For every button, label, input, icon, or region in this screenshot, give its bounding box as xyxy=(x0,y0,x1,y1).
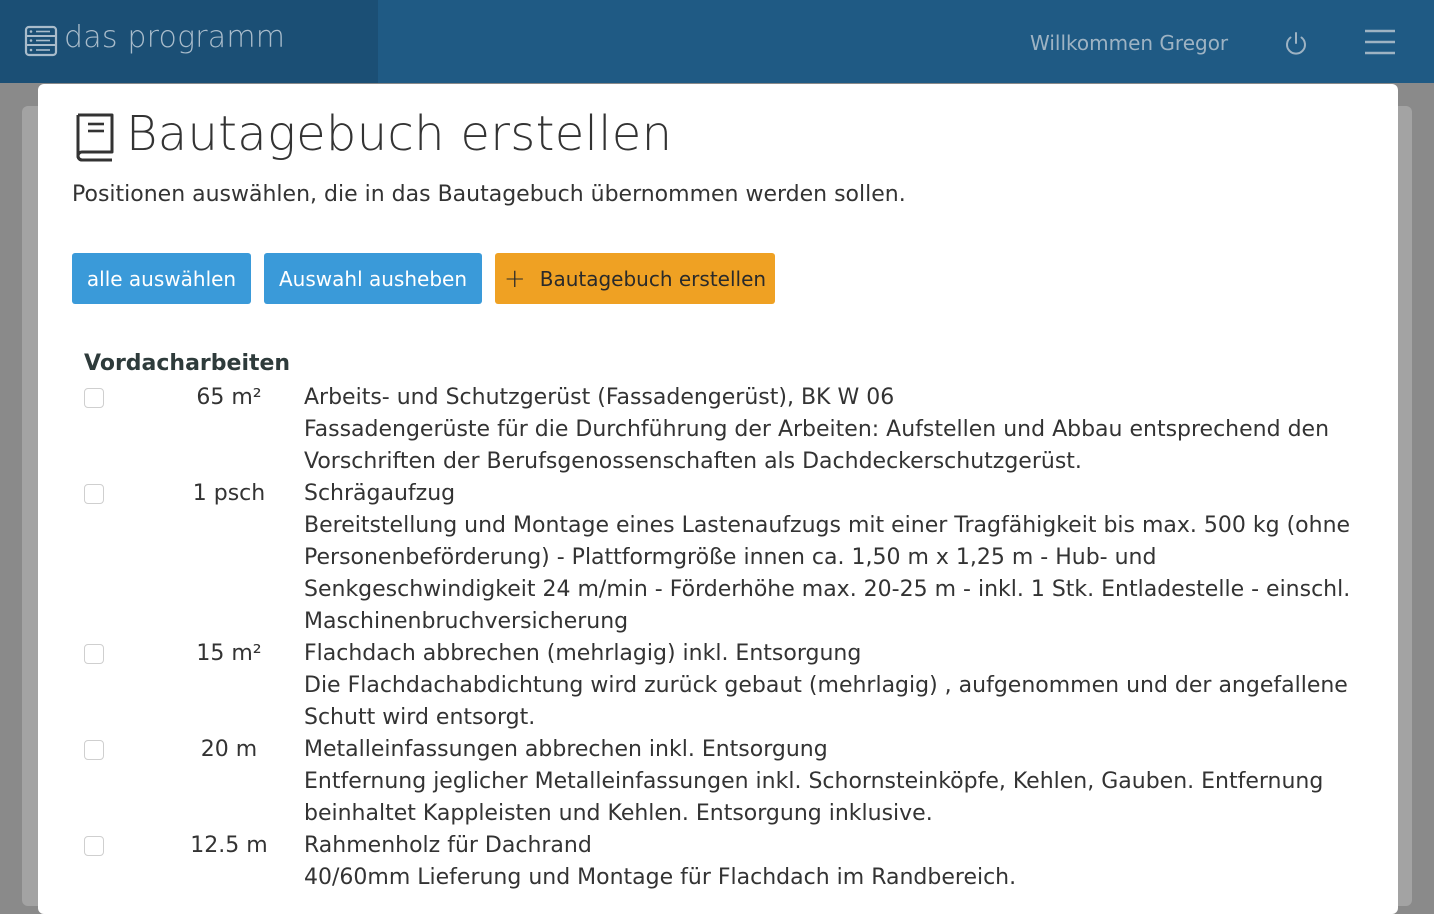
item-title: Metalleinfassungen abbrechen inkl. Entsorgung xyxy=(304,737,828,762)
item-checkbox[interactable] xyxy=(84,388,104,408)
item-quantity: 20 m xyxy=(200,737,258,762)
create-diary-button[interactable] xyxy=(495,253,775,304)
item-checkbox[interactable] xyxy=(84,644,104,664)
item-text: Die Flachdachabdichtung wird zurück gebaut (mehrlagig) , aufgenommen und der angefallene Schutt wird entsorgt. xyxy=(304,673,1348,730)
app-name: das programm xyxy=(64,20,286,55)
plus-icon: + xyxy=(503,263,526,294)
deselect-button[interactable]: Auswahl ausheben xyxy=(264,253,482,304)
book-icon xyxy=(72,112,116,162)
item-title: Schrägaufzug xyxy=(304,481,456,506)
server-icon xyxy=(24,25,58,57)
item-description xyxy=(304,478,1364,638)
select-all-button[interactable]: alle auswählen xyxy=(72,253,251,304)
menu-icon[interactable] xyxy=(1364,28,1396,56)
modal-subtitle: Positionen auswählen, die in das Bautagebuch übernommen werden sollen. xyxy=(72,182,906,207)
brand[interactable] xyxy=(0,0,378,83)
item-text: Fassadengerüste für die Durchführung der Arbeiten: Aufstellen und Abbau entsprechend den Vorschriften der Berufsgenossenschaften als Dachdeckerschutzgerüst. xyxy=(304,417,1330,474)
create-diary-modal xyxy=(38,84,1398,914)
item-description xyxy=(304,830,1364,894)
item-quantity: 1 psch xyxy=(192,481,266,506)
section-title: Vordacharbeiten xyxy=(84,351,291,376)
item-checkbox[interactable] xyxy=(84,836,104,856)
power-icon[interactable] xyxy=(1282,30,1310,58)
modal-title: Bautagebuch erstellen xyxy=(126,106,673,162)
item-text: Entfernung jeglicher Metalleinfassungen inkl. Schornsteinköpfe, Kehlen, Gauben. Entfernung beinhaltet Kappleisten und Kehlen. Entsorgung inklusive. xyxy=(304,769,1324,826)
item-quantity: 12.5 m xyxy=(190,833,268,858)
item-description xyxy=(304,638,1364,734)
item-quantity: 15 m² xyxy=(196,641,262,666)
item-checkbox[interactable] xyxy=(84,484,104,504)
item-description xyxy=(304,382,1364,478)
item-checkbox[interactable] xyxy=(84,740,104,760)
item-quantity: 65 m² xyxy=(196,385,262,410)
item-text: Bereitstellung und Montage eines Lastenaufzugs mit einer Tragfähigkeit bis max. 500 kg (ohne Personenbeförderung) - Plattformgröße innen ca. 1,50 m x 1,25 m - Hub- und Senkgeschwindigkeit 24 m/min - Förderhöhe max. 20-25 m - inkl. 1 Stk. Entladestelle - einschl. Maschinenbruchversicherung xyxy=(304,513,1351,634)
item-title: Rahmenholz für Dachrand xyxy=(304,833,592,858)
item-description xyxy=(304,734,1364,830)
welcome-text: Willkommen Gregor xyxy=(1030,31,1229,55)
item-text: 40/60mm Lieferung und Montage für Flachdach im Randbereich. xyxy=(304,865,1017,890)
item-title: Flachdach abbrechen (mehrlagig) inkl. Entsorgung xyxy=(304,641,862,666)
item-title: Arbeits- und Schutzgerüst (Fassadengerüst), BK W 06 xyxy=(304,385,895,410)
top-navbar xyxy=(0,0,1434,83)
create-diary-label: Bautagebuch erstellen xyxy=(539,266,767,291)
